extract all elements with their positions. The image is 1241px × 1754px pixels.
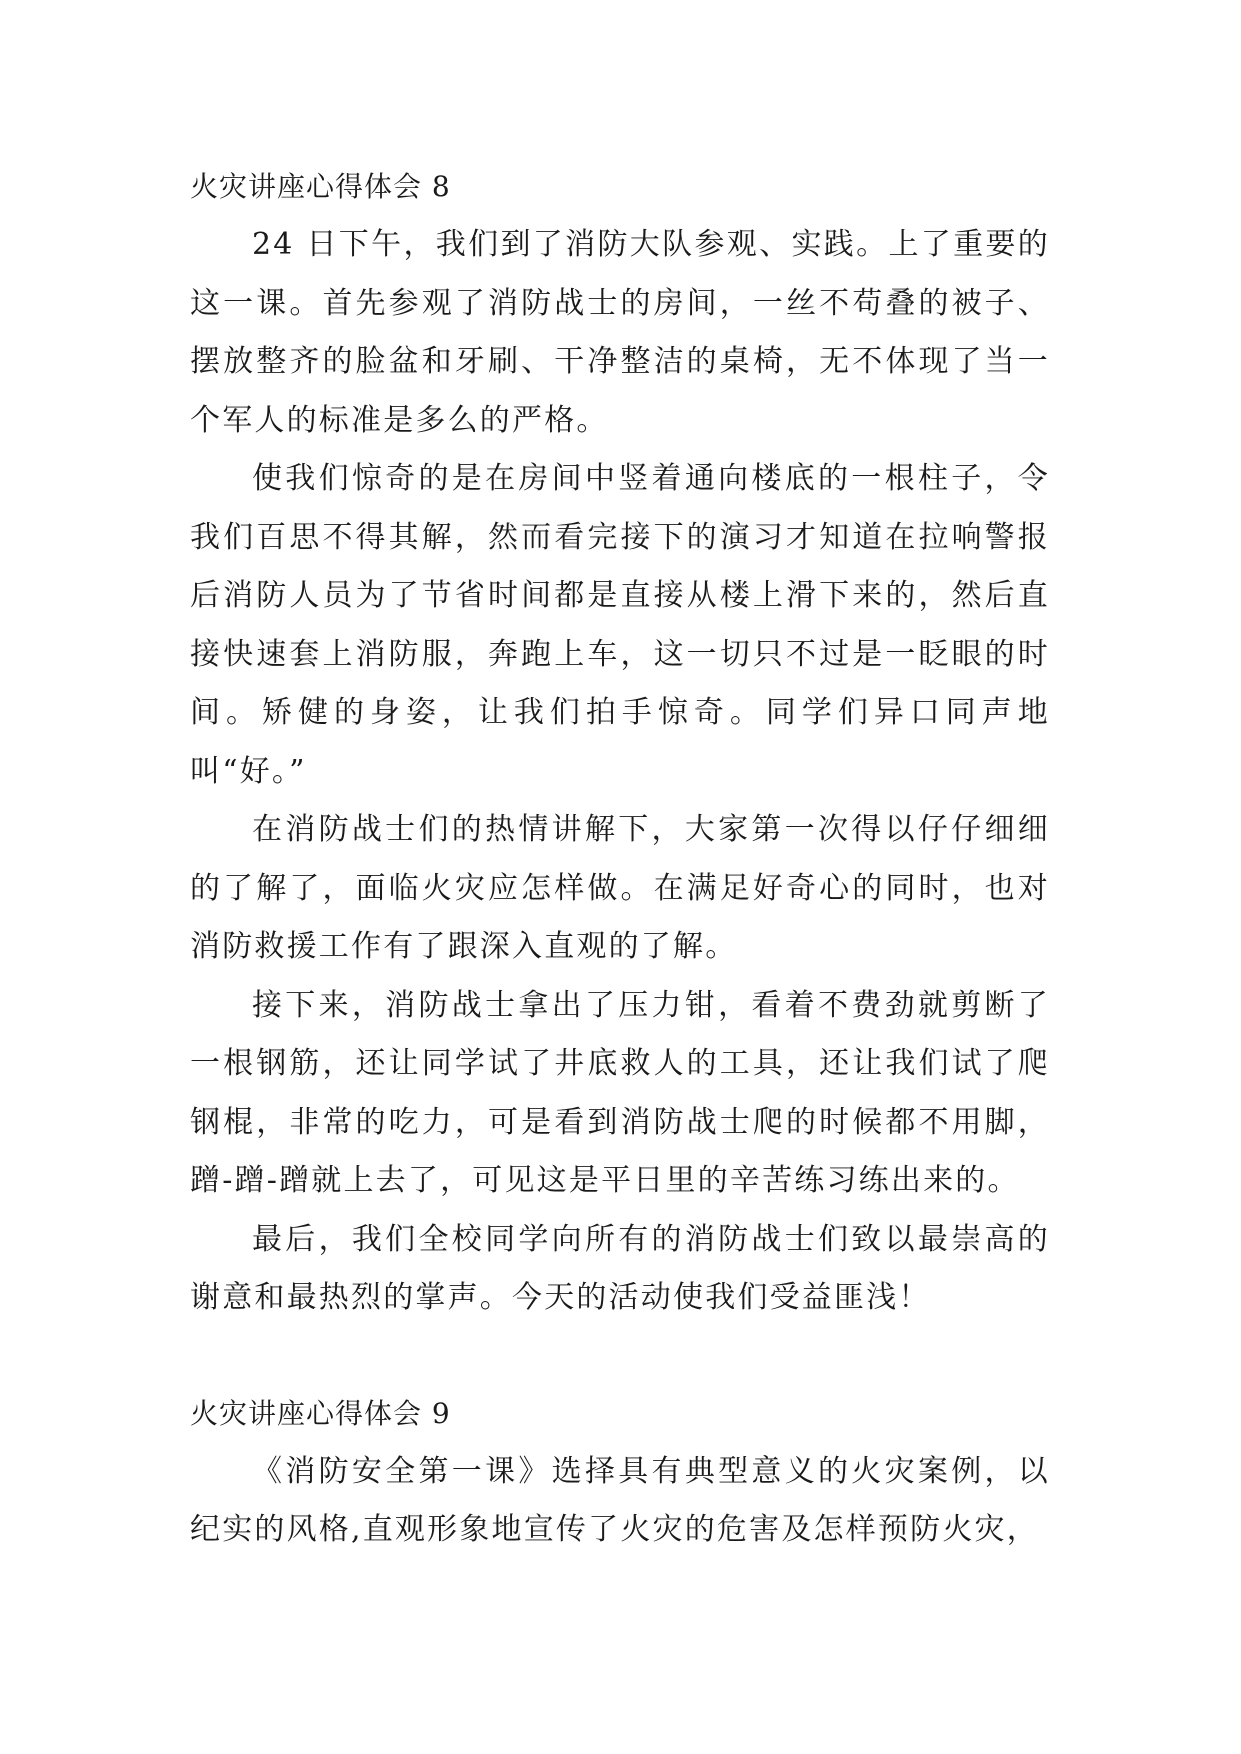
paragraph: 最后，我们全校同学向所有的消防战士们致以最崇高的谢意和最热烈的掌声。今天的活动使我们受益匪浅！ [190,1221,1050,1315]
section-gap [190,1328,1050,1385]
paragraph: 在消防战士们的热情讲解下，大家第一次得以仔仔细细的了解了，面临火灾应怎样做。在满足好奇心的同时，也对消防救援工作有了跟深入直观的了解。 [190,812,1050,964]
section-9 [190,1385,1050,1560]
section-title: 火灾讲座心得体会 9 [190,1396,451,1430]
document-body [190,158,1050,1560]
paragraph: 接下来，消防战士拿出了压力钳，看着不费劲就剪断了一根钢筋，还让同学试了井底救人的工具，还让我们试了爬钢棍，非常的吃力，可是看到消防战士爬的时候都不用脚，蹭-蹭-蹭就上去了，可见这是平日里的辛苦练习练出来的。 [190,987,1050,1198]
section-8 [190,158,1050,1328]
paragraph: 使我们惊奇的是在房间中竖着通向楼底的一根柱子，令我们百思不得其解，然而看完接下的演习才知道在拉响警报后消防人员为了节省时间都是直接从楼上滑下来的，然后直接快速套上消防服，奔跑上车，这一切只不过是一眨眼的时间。矫健的身姿，让我们拍手惊奇。同学们异口同声地叫“好。” [190,461,1050,789]
paragraph: 《消防安全第一课》选择具有典型意义的火灾案例，以纪实的风格,直观形象地宣传了火灾的危害及怎样预防火灾， [190,1453,1050,1547]
paragraph: 24 日下午，我们到了消防大队参观、实践。上了重要的这一课。首先参观了消防战士的房间，一丝不苟叠的被子、摆放整齐的脸盆和牙刷、干净整洁的桌椅，无不体现了当一个军人的标准是多么的严格。 [190,227,1050,438]
section-title: 火灾讲座心得体会 8 [190,170,451,203]
